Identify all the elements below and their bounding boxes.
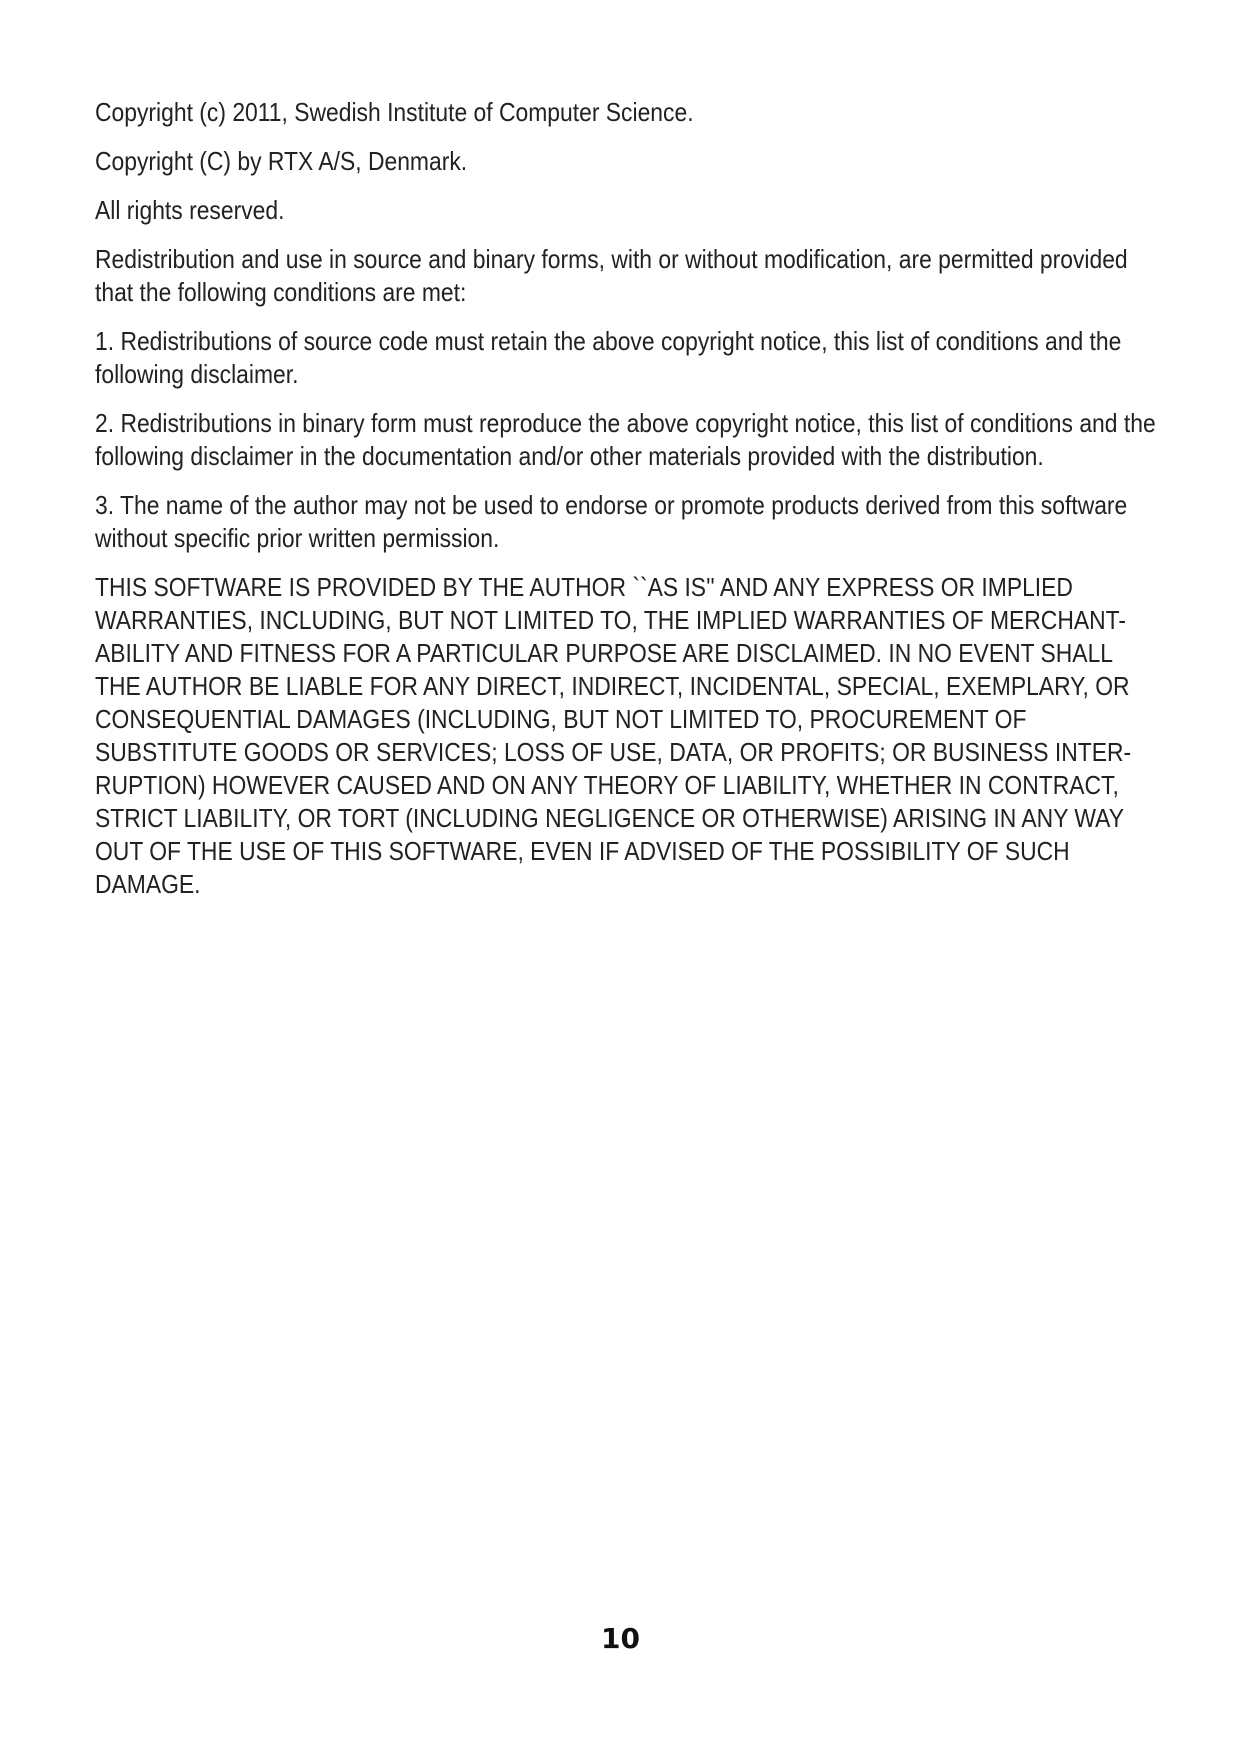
copyright-line-rtx: Copyright (C) by RTX A/S, Denmark. — [95, 146, 468, 176]
copyright-line-sics: Copyright (c) 2011, Swedish Institute of Computer Science. — [95, 97, 694, 127]
condition-2: 2. Redistributions in binary form must reproduce the above copyright notice, this list of conditions and the following disclaimer in the documentation and/or other materials provided with the distribution. — [95, 408, 1156, 471]
condition-1: 1. Redistributions of source code must retain the above copyright notice, this list of conditions and the following disclaimer. — [95, 326, 1122, 389]
license-text — [95, 96, 1160, 917]
warranty-disclaimer: THIS SOFTWARE IS PROVIDED BY THE AUTHOR ``AS IS'' AND ANY EXPRESS OR IMPLIED WARRANTIES, INCLUDING, BUT NOT LIMITED TO, THE IMPLIED WARRANTIES OF MERCHANT-ABILITY AND FITNESS FOR A PARTICULAR PURPOSE ARE DISCLAIMED. IN NO EVENT SHALL THE AUTHOR BE LIABLE FOR ANY DIRECT, INDIRECT, INCIDENTAL, SPECIAL, EXEMPLARY, OR CONSEQUENTIAL DAMAGES (INCLUDING, BUT NOT LIMITED TO, PROCUREMENT OF SUBSTITUTE GOODS OR SERVICES; LOSS OF USE, DATA, OR PROFITS; OR BUSINESS INTER-RUPTION) HOWEVER CAUSED AND ON ANY THEORY OF LIABILITY, WHETHER IN CONTRACT, STRICT LIABILITY, OR TORT (INCLUDING NEGLIGENCE OR OTHERWISE) ARISING IN ANY WAY OUT OF THE USE OF THIS SOFTWARE, EVEN IF ADVISED OF THE POSSIBILITY OF SUCH DAMAGE. — [95, 572, 1132, 899]
page-number: 10 — [601, 1622, 640, 1655]
condition-3: 3. The name of the author may not be used to endorse or promote products derived from this software without specific prior written permission. — [95, 490, 1128, 553]
redistribution-intro: Redistribution and use in source and binary forms, with or without modification, are permitted provided that the following conditions are met: — [95, 244, 1128, 307]
rights-reserved: All rights reserved. — [95, 195, 285, 225]
